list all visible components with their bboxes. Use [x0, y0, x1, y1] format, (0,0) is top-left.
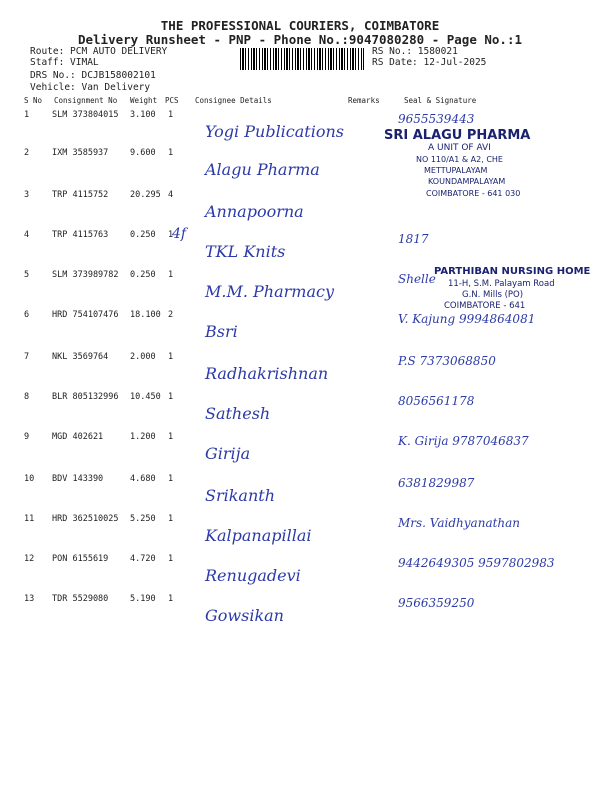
route-text: Route: PCM AUTO DELIVERY	[30, 46, 168, 57]
row-consignment: BLR 805132996	[52, 392, 119, 402]
row-consignment: TDR 5529080	[52, 594, 109, 604]
row-consignee-signature: Radhakrishnan	[205, 364, 329, 383]
rs-number: RS No.: 1580021	[372, 46, 458, 57]
row-consignment: NKL 3569764	[52, 352, 109, 362]
row-sno: 9	[24, 432, 30, 442]
row-sno: 12	[24, 554, 35, 564]
row-pcs: 1	[168, 514, 174, 524]
col-weight: Weight	[130, 96, 158, 105]
row-sno: 2	[24, 148, 30, 158]
row-consignee-signature: Kalpanapillai	[205, 526, 312, 545]
row-consignment: IXM 3585937	[52, 148, 109, 158]
row-consignee-signature: Girija	[205, 444, 251, 463]
row-consignment: PON 6155619	[52, 554, 109, 564]
row-consignment: BDV 143390	[52, 474, 104, 484]
stamp-alagu-line1: A UNIT OF AVI	[428, 143, 491, 153]
row-pcs: 1	[168, 594, 174, 604]
row-consignment: SLM 373804015	[52, 110, 119, 120]
company-title: THE PROFESSIONAL COURIERS, COIMBATORE	[160, 18, 440, 33]
row-weight: 4.680	[130, 474, 156, 484]
row-weight: 5.250	[130, 514, 156, 524]
row-weight: 20.295	[130, 190, 161, 200]
row-seal-signature: 6381829987	[398, 476, 475, 490]
row-sno: 4	[24, 230, 30, 240]
stamp-alagu-name: SRI ALAGU PHARMA	[384, 128, 531, 143]
row-pcs: 4	[168, 190, 174, 200]
vehicle-text: Vehicle: Van Delivery	[30, 82, 151, 93]
stamp-alagu-line5: COIMBATORE - 641 030	[426, 189, 521, 198]
row-weight: 0.250	[130, 230, 156, 240]
runsheet-subtitle: Delivery Runsheet - PNP - Phone No.:9047080280 - Page No.:1	[77, 32, 522, 47]
stamp-parthiban-line1: 11-H, S.M. Palayam Road	[448, 279, 555, 289]
row-seal-signature: 9442649305 9597802983	[398, 556, 555, 570]
row-sno: 1	[24, 110, 30, 120]
row-sno: 7	[24, 352, 30, 362]
row-consignment: MGD 402621	[52, 432, 104, 442]
row-sno: 13	[24, 594, 35, 604]
row-consignment: TRP 4115752	[52, 190, 109, 200]
col-consignment: Consignment No	[54, 96, 118, 105]
row-consignee-signature: Yogi Publications	[205, 122, 344, 141]
row-sno: 3	[24, 190, 30, 200]
col-signature: Seal & Signature	[404, 96, 477, 105]
row-consignee-signature: Gowsikan	[205, 606, 284, 625]
row-pcs: 1	[168, 554, 174, 564]
row-sno: 11	[24, 514, 35, 524]
row-seal-signature: V. Kajung 9994864081	[398, 312, 536, 326]
row-seal-signature: 8056561178	[398, 394, 475, 408]
stamp-parthiban-line3: COIMBATORE - 641	[444, 301, 526, 311]
row-pcs: 2	[168, 310, 174, 320]
row-consignment: TRP 4115763	[52, 230, 109, 240]
row-weight: 4.720	[130, 554, 156, 564]
row-sno: 8	[24, 392, 30, 402]
row-consignee-signature: Annapoorna	[205, 202, 304, 221]
col-sno: S No	[24, 96, 43, 105]
row-consignment: HRD 754107476	[52, 310, 119, 320]
col-remarks: Remarks	[348, 96, 380, 105]
stamp-parthiban-line2: G.N. Mills (PO)	[462, 290, 524, 300]
row-weight: 18.100	[130, 310, 161, 320]
barcode-image	[240, 48, 364, 70]
row-consignee-signature: Sathesh	[205, 404, 271, 423]
row-weight: 1.200	[130, 432, 156, 442]
row-consignee-signature: Bsri	[205, 322, 238, 341]
row-pcs: 1	[168, 352, 174, 362]
row-seal-signature: 1817	[398, 232, 429, 246]
row-seal-signature: 9566359250	[398, 596, 475, 610]
staff-text: Staff: VIMAL	[30, 57, 99, 68]
col-pcs: PCS	[165, 96, 179, 105]
pcs-handwritten-mark: 4f	[172, 226, 187, 242]
col-consignee: Consignee Details	[195, 96, 272, 105]
row-sno: 5	[24, 270, 30, 280]
row-weight: 10.450	[130, 392, 161, 402]
row-consignee-signature: TKL Knits	[205, 242, 286, 261]
row-pcs: 1	[168, 230, 174, 240]
row-pcs: 1	[168, 148, 174, 158]
row-consignee-signature: Srikanth	[205, 486, 275, 505]
row-pcs: 1	[168, 110, 174, 120]
row-seal-signature: Mrs. Vaidhyanathan	[398, 516, 521, 530]
row-consignee-signature: Renugadevi	[205, 566, 301, 585]
row-weight: 2.000	[130, 352, 156, 362]
row-sno: 6	[24, 310, 30, 320]
row-seal-signature: Shelle	[398, 272, 436, 286]
row-consignment: SLM 373989782	[52, 270, 119, 280]
row-consignee-signature: M.M. Pharmacy	[205, 282, 334, 301]
row-pcs: 1	[168, 270, 174, 280]
row-sno: 10	[24, 474, 35, 484]
row-seal-signature: P.S 7373068850	[398, 354, 496, 368]
row-consignee-signature: Alagu Pharma	[205, 160, 320, 179]
row-pcs: 1	[168, 392, 174, 402]
row-weight: 9.600	[130, 148, 156, 158]
row-pcs: 1	[168, 474, 174, 484]
stamp-parthiban-name: PARTHIBAN NURSING HOME	[434, 266, 591, 277]
rs-date: RS Date: 12-Jul-2025	[372, 57, 487, 68]
row-seal-signature: 9655539443	[398, 112, 475, 126]
row-pcs: 1	[168, 432, 174, 442]
row-weight: 0.250	[130, 270, 156, 280]
stamp-alagu-line4: KOUNDAMPALAYAM	[428, 177, 506, 186]
drs-number: DRS No.: DCJB158002101	[30, 70, 156, 81]
stamp-alagu-line3: METTUPALAYAM	[424, 166, 488, 175]
row-consignment: HRD 362510025	[52, 514, 119, 524]
row-weight: 5.190	[130, 594, 156, 604]
row-seal-signature: K. Girija 9787046837	[398, 434, 529, 448]
stamp-alagu-line2: NO 110/A1 & A2, CHE	[416, 155, 503, 164]
row-weight: 3.100	[130, 110, 156, 120]
